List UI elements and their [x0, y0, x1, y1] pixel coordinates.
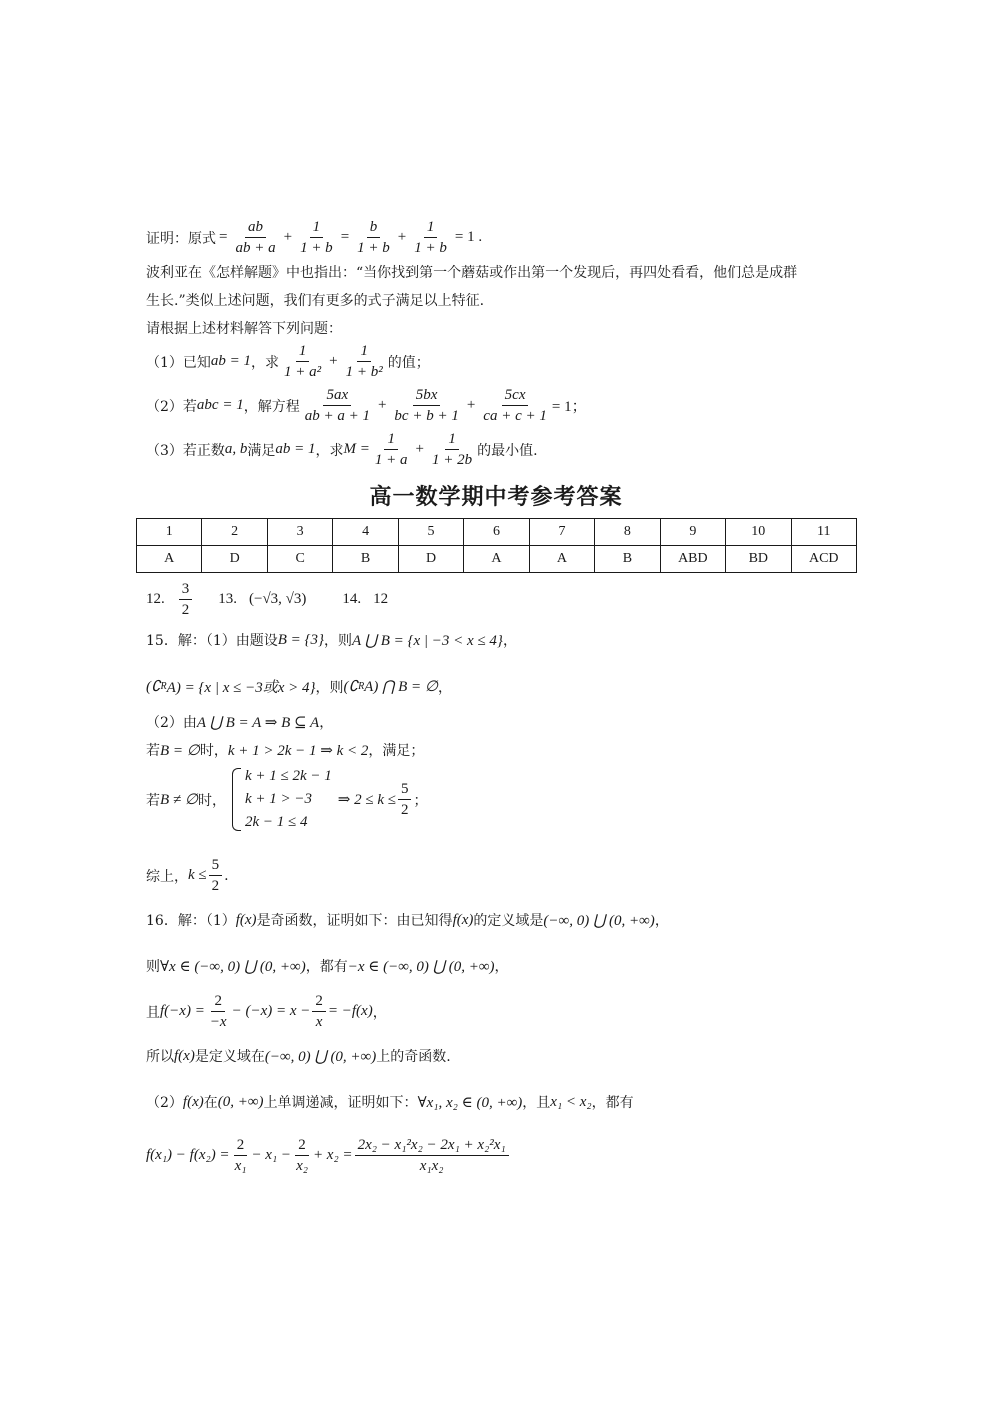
s16-line-2: 则 ∀x ∈ (−∞, 0) ⋃ (0, +∞) ，都有 −x ∈ (−∞, 0) ⋃ (0, +∞) ，: [146, 958, 509, 975]
answer-table: [136, 518, 857, 573]
q1-mid: ，求: [251, 354, 280, 371]
fraction: $\frac{ab}{ab + a}$: [235, 219, 276, 256]
plus-sign: +: [397, 229, 407, 245]
equals-sign: =: [219, 229, 228, 245]
polya-line-1: 波利亚在《怎样解题》中也指出：“当你找到第一个蘑菇或作出第一个发现后，再四处看看，他们总是成群: [146, 265, 798, 281]
answer-choice-cell: B: [595, 546, 660, 573]
answer-number-cell: 11: [791, 519, 856, 546]
fraction: $\frac{2}{-x}$: [209, 993, 227, 1030]
q3-label: （3）若正数: [146, 442, 225, 459]
q1-label: （1）已知: [146, 354, 211, 371]
s15-line-4: 若 B = ∅ 时， k + 1 > 2k − 1 ⇒ k < 2 ，满足；: [146, 742, 425, 759]
a14-label: 14.: [342, 591, 362, 607]
instruction-line: 请根据上述材料解答下列问题：: [146, 321, 342, 337]
q2-condition: abc = 1: [196, 397, 244, 413]
q3-condition: ab = 1: [275, 441, 316, 457]
s15-line-6: 综上， k ≤ $\frac{5}{2}$ .: [146, 857, 229, 894]
answer-number-cell: 9: [660, 519, 725, 546]
system-brace: k + 1 ≤ 2k − 1 k + 1 > −3 2k − 1 ≤ 4: [232, 768, 332, 831]
q2-label: （2）若: [146, 398, 197, 415]
a13-value: (−√3, √3): [249, 591, 307, 607]
s15-line-2: (∁ R A) = {x | x ≤ −3或x > 4} ，则 (∁ R A) ⋂ B = ∅ ，: [146, 679, 452, 696]
q2-mid: ，解方程: [243, 398, 300, 415]
fraction: $\frac{1}{1 + a}$: [374, 431, 408, 468]
s15-line-3: （2）由 A ⋃ B = A ⇒ B ⊆ A ，: [146, 714, 334, 731]
proof-line: [146, 218, 485, 257]
answer-number-cell: 8: [595, 519, 660, 546]
question-1: （1）已知 ab = 1 ，求 $\frac{1}{\text{1 + a²}}$ + $\frac{1}{\text{1 + b²}}$ 的值；: [146, 343, 430, 380]
s15-line-5: 若 B ≠ ∅ 时， k + 1 ≤ 2k − 1 k + 1 > −3 2k − 1 ≤ 4 ⇒ 2 ≤ k ≤ $\frac{5}{2}$ ；: [146, 768, 428, 830]
fraction: $\frac{b}{1 + b}$: [357, 219, 390, 256]
answer-number-cell: 10: [726, 519, 791, 546]
fill-answers: [146, 580, 388, 619]
s16-line-3: 且 f(−x) = $\frac{2}{-x}$ − (−x) = x − $\frac{2}{x}$ = −f(x) ，: [146, 993, 387, 1030]
proof-prefix: 证明：原式: [146, 230, 216, 247]
fraction: $\frac{\text{2x₂ − x₁²x₂ − 2x₁ + x₂²x₁}}{\text{x₁x₂}}$: [355, 1136, 509, 1175]
answer-number-cell: 5: [398, 519, 463, 546]
s16-line-4: 所以 f(x) 是定义域在 (−∞, 0) ⋃ (0, +∞) 上的奇函数.: [146, 1047, 451, 1065]
q3-mid2: ，求: [315, 442, 344, 459]
answer-choice-cell: ABD: [660, 546, 725, 573]
answer-number-cell: 7: [529, 519, 594, 546]
s16-line-6: f(x₁) − f(x₂) = $\frac{2}{\text{x₁}}$ − x₁ − $\frac{2}{\text{x₂}}$ + x₂ = $\frac{\text{2x₂ − x₁²x₂ − 2x₁ + x₂²x₁}}{\text{x₁x₂}}$: [146, 1136, 511, 1175]
answer-choice-cell: D: [398, 546, 463, 573]
fraction: $\frac{5}{2}$: [398, 780, 412, 819]
fraction: $\frac{1}{1 + 2b}$: [432, 431, 473, 468]
q3-tail: 的最小值.: [477, 442, 538, 459]
answer-number-cell: 2: [202, 519, 267, 546]
fraction: $\frac{5cx}{ca + c + 1}$: [483, 387, 547, 424]
answer-number-cell: 1: [137, 519, 202, 546]
q1-condition: ab = 1: [210, 353, 252, 369]
s15-line-1: 15．解：（1）由题设 B = {3} ，则 A ⋃ B = {x | −3 < x ≤ 4} ，: [146, 631, 517, 649]
answer-choice-cell: BD: [726, 546, 791, 573]
equals-sign: =: [340, 229, 350, 245]
fraction: $\frac{2}{x}$: [312, 992, 326, 1031]
polya-line-2: 生长.”类似上述问题，我们有更多的式子满足以上特征.: [146, 293, 485, 309]
a12-label: 12.: [146, 591, 165, 607]
answer-choice-cell: ACD: [791, 546, 856, 573]
answer-choice-cell: C: [267, 546, 332, 573]
fraction: $\frac{1}{1 + b}$: [300, 219, 333, 256]
proof-result: = 1 .: [454, 229, 483, 245]
answer-title: 高一数学期中考参考答案: [369, 484, 623, 510]
answer-number-cell: 3: [267, 519, 332, 546]
question-2: （2）若 abc = 1 ，解方程 $\frac{5ax}{ab + a + 1}$ + $\frac{5bx}{bc + b + 1}$ + $\frac{5cx}{ca + c + 1}$ = 1；: [146, 387, 587, 424]
fraction: $\frac{3}{2}$: [179, 580, 193, 619]
q3-lhs: M =: [343, 441, 370, 457]
a13-label: 13.: [218, 591, 237, 607]
fraction: $\frac{1}{1 + b}$: [414, 219, 447, 256]
fraction: $\frac{1}{\text{1 + b²}}$: [345, 343, 383, 380]
answer-choice-cell: A: [529, 546, 594, 573]
fraction: $\frac{5bx}{bc + b + 1}$: [394, 387, 459, 424]
fraction: $\frac{1}{\text{1 + a²}}$: [284, 343, 322, 380]
fraction: $\frac{2}{\text{x₂}}$: [296, 1137, 308, 1174]
s16-line-1: 16．解：（1） f(x) 是奇函数，证明如下：由已知得 f(x) 的定义域是 (−∞, 0) ⋃ (0, +∞) ，: [146, 911, 669, 929]
s16-line-5: （2） f(x) 在 (0, +∞) 上单调递减，证明如下： ∀x₁, x₂ ∈ (0, +∞) ，且 x₁ < x₂ ，都有: [146, 1093, 634, 1111]
answer-choice-cell: A: [137, 546, 202, 573]
q3-mid1: 满足: [247, 442, 276, 459]
answer-choice-cell: B: [333, 546, 398, 573]
q2-tail: = 1；: [551, 399, 587, 415]
answer-table-answer-row: [137, 546, 857, 573]
q1-tail: 的值；: [387, 354, 430, 371]
answer-number-cell: 6: [464, 519, 529, 546]
answer-choice-cell: A: [464, 546, 529, 573]
answer-table-number-row: [137, 519, 857, 546]
q3-vars: a, b: [224, 441, 248, 457]
fraction: $\frac{5ax}{ab + a + 1}$: [304, 387, 370, 424]
fraction: $\frac{5}{2}$: [209, 856, 223, 895]
answer-number-cell: 4: [333, 519, 398, 546]
plus-sign: +: [283, 229, 293, 245]
a14-value: 12: [373, 591, 389, 607]
question-3: （3）若正数 a, b 满足 ab = 1 ，求 M = $\frac{1}{1 + a}$ + $\frac{1}{1 + 2b}$ 的最小值.: [146, 431, 538, 468]
fraction: $\frac{2}{\text{x₁}}$: [234, 1137, 247, 1174]
answer-choice-cell: D: [202, 546, 267, 573]
